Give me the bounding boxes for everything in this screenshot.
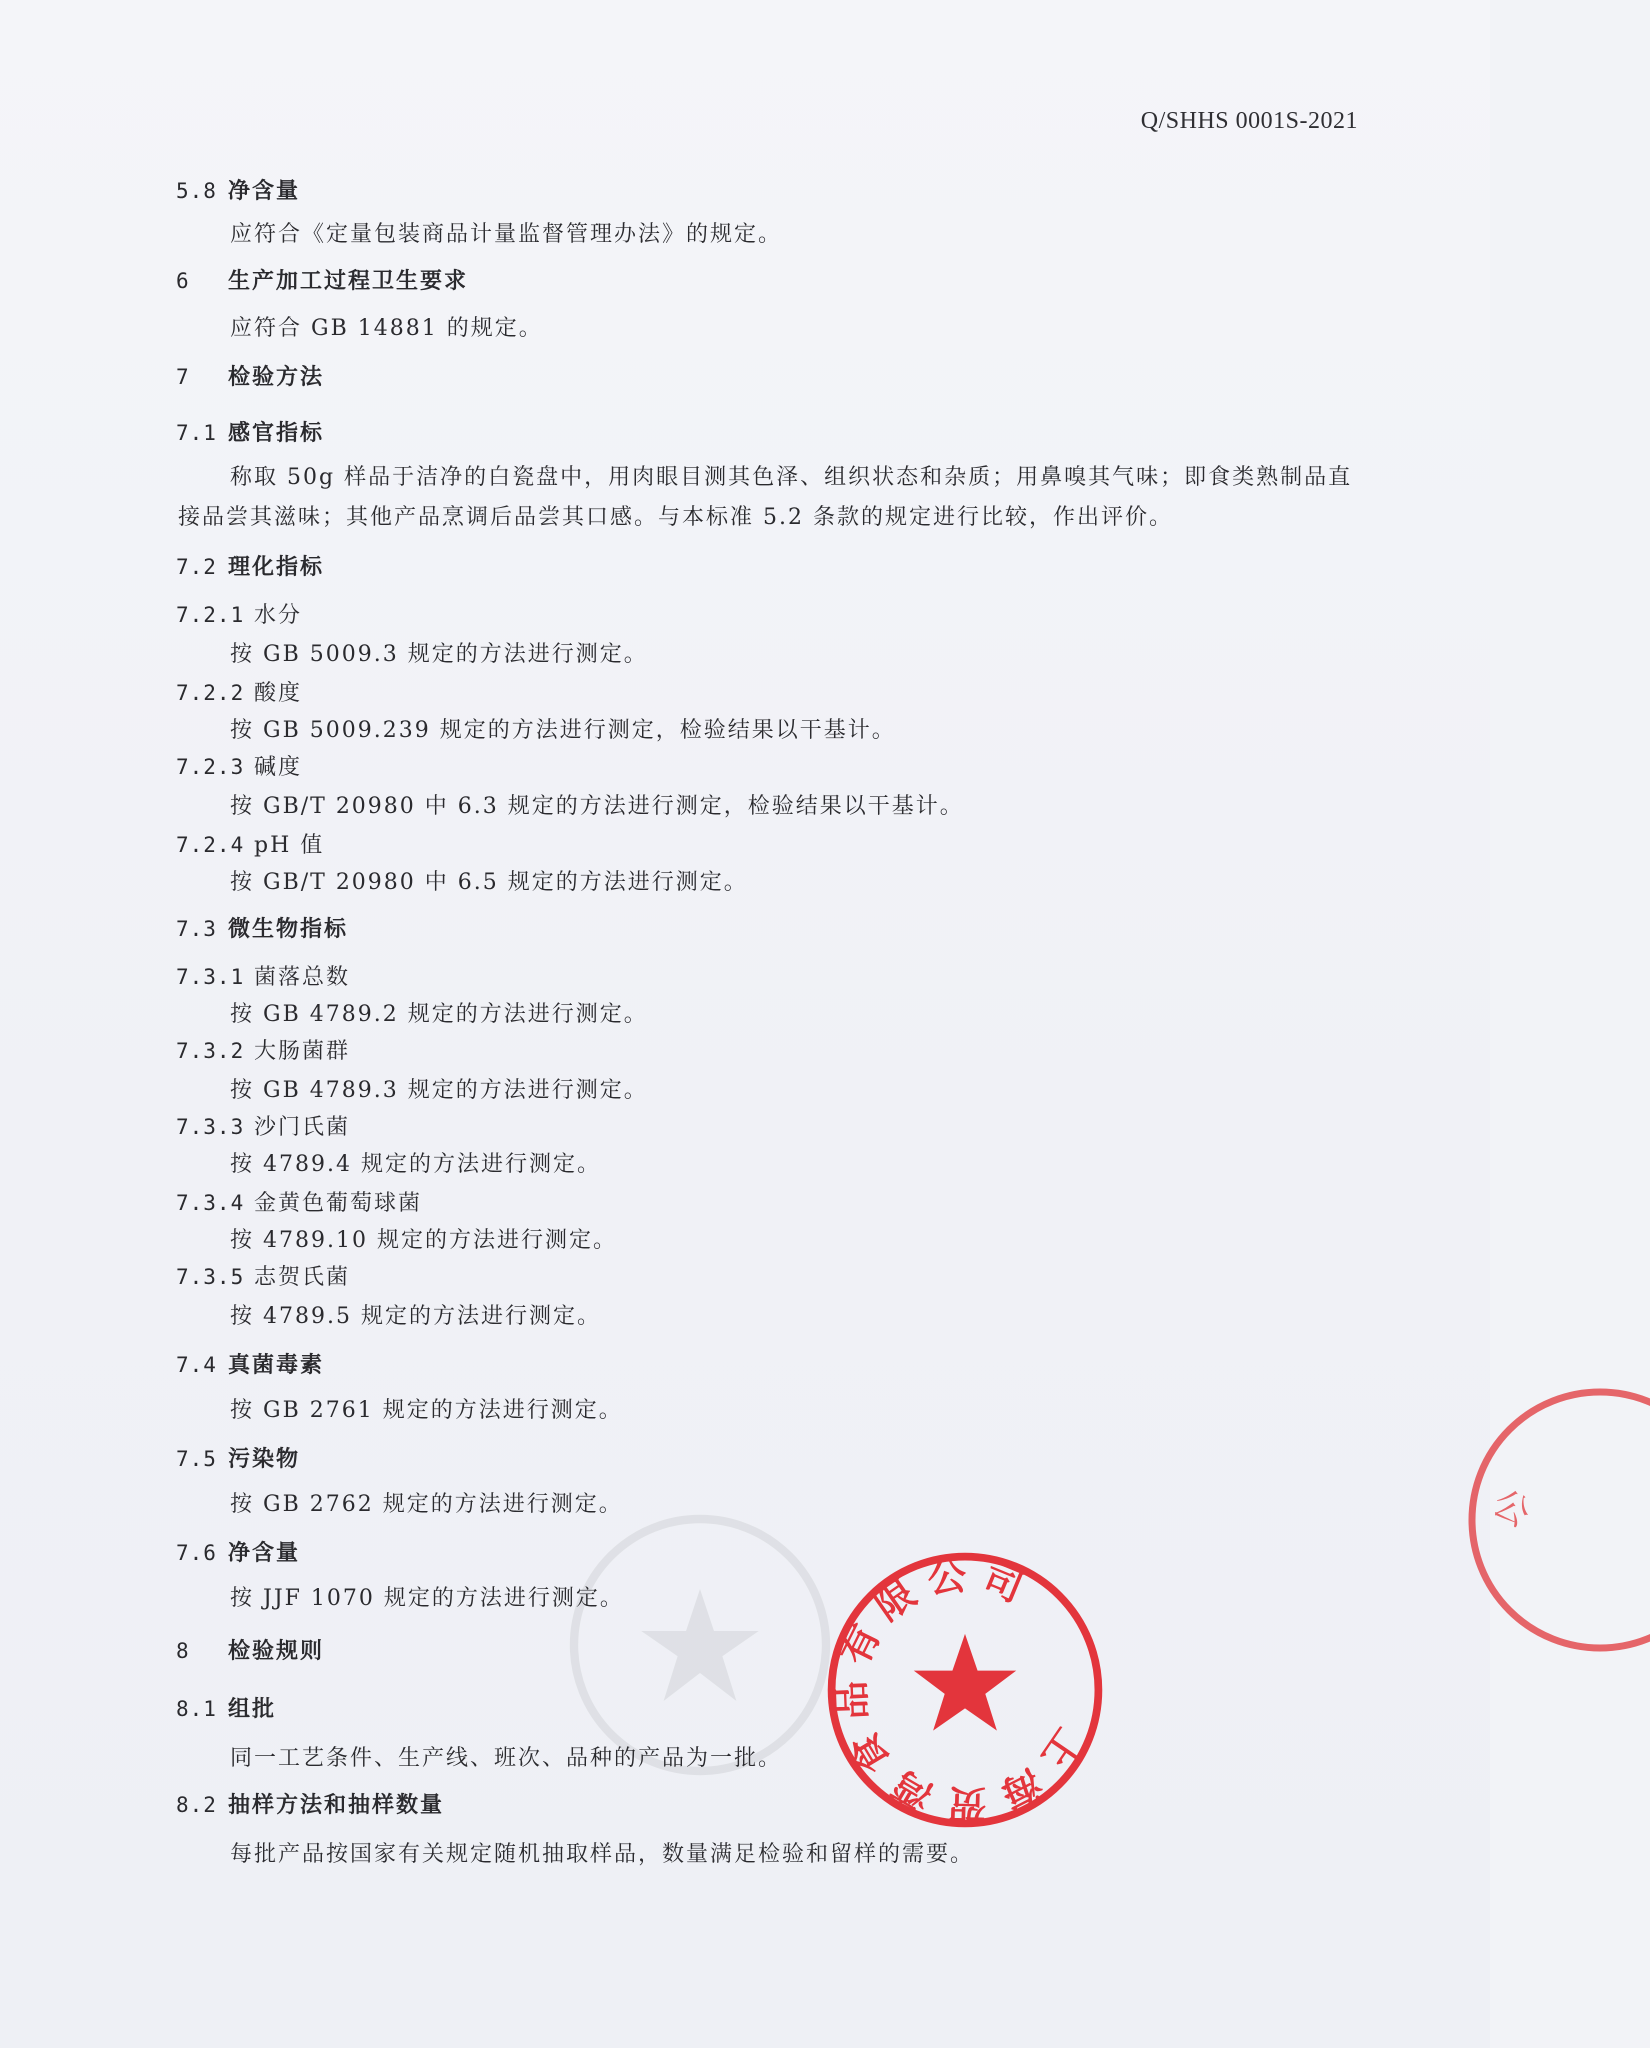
section-heading (176, 1444, 300, 1475)
body-line (230, 792, 964, 822)
body-text: 按 GB/T 20980 中 6.5 规定的方法进行测定。 (230, 870, 748, 895)
body-text: 按 GB 4789.3 规定的方法进行测定。 (230, 1078, 648, 1103)
section-heading (176, 1262, 350, 1293)
paragraph-7-1 (178, 458, 1358, 538)
body-text: 按 GB 2761 规定的方法进行测定。 (230, 1398, 623, 1423)
section-number: 7.2.4 (176, 833, 245, 857)
body-text: 按 4789.4 规定的方法进行测定。 (230, 1152, 601, 1177)
section-heading (176, 1538, 300, 1569)
section-number: 6 (176, 269, 190, 293)
section-heading (176, 962, 350, 993)
body-line (230, 1150, 601, 1180)
svg-text:公: 公 (1485, 1482, 1538, 1536)
section-number: 8.2 (176, 1793, 217, 1817)
body-line (230, 1226, 617, 1256)
section-title: 金黄色葡萄球菌 (254, 1191, 423, 1216)
body-text: 每批产品按国家有关规定随机抽取样品，数量满足检验和留样的需要。 (230, 1842, 975, 1867)
paragraph-text: 称取 50g 样品于洁净的白瓷盘中，用肉眼目测其色泽、组织状态和杂质；用鼻嗅其气味；即食类熟制品直接品尝其滋味；其他产品烹调后品尝其口感。与本标准 5.2 条款的规定进行比较，作出评价。 (178, 465, 1353, 530)
section-title: 菌落总数 (254, 965, 351, 990)
body-text: 同一工艺条件、生产线、班次、品种的产品为一批。 (230, 1746, 783, 1771)
section-number: 7.3.1 (176, 965, 245, 989)
section-heading (176, 362, 324, 393)
section-title: 抽样方法和抽样数量 (228, 1793, 445, 1818)
section-heading (176, 1790, 444, 1821)
body-text: 应符合 GB 14881 的规定。 (230, 316, 543, 341)
section-title: 真菌毒素 (228, 1353, 325, 1378)
section-heading (176, 1636, 324, 1667)
document-code: Q/SHHS 0001S-2021 (1140, 108, 1358, 134)
section-number: 7.3.4 (176, 1191, 245, 1215)
section-title: 理化指标 (228, 555, 325, 580)
body-line (230, 716, 896, 746)
body-text: 按 GB 4789.2 规定的方法进行测定。 (230, 1002, 648, 1027)
section-title: 酸度 (254, 681, 303, 706)
section-heading (176, 830, 324, 861)
body-line (230, 220, 782, 250)
section-title: 检验规则 (228, 1639, 325, 1664)
section-title: 微生物指标 (228, 917, 349, 942)
section-heading (176, 552, 324, 583)
section-title: 沙门氏菌 (254, 1115, 351, 1140)
section-title: 碱度 (254, 755, 303, 780)
section-heading (176, 266, 468, 297)
body-text: 应符合《定量包装商品计量监督管理办法》的规定。 (230, 222, 783, 247)
body-text: 按 GB 5009.239 规定的方法进行测定，检验结果以干基计。 (230, 718, 896, 743)
section-number: 7.1 (176, 421, 217, 445)
section-number: 7.3.2 (176, 1039, 245, 1063)
body-line (230, 314, 543, 344)
section-number: 7 (176, 365, 190, 389)
section-heading (176, 418, 324, 449)
seal-text: 上海贺湾食品有限公司 (828, 1552, 1092, 1827)
body-text: 按 4789.10 规定的方法进行测定。 (230, 1228, 617, 1253)
section-title: 水分 (254, 603, 303, 628)
section-title: 污染物 (228, 1447, 301, 1472)
ghost-seal-icon (560, 1505, 840, 1785)
body-line (230, 1302, 601, 1332)
section-heading (176, 1036, 350, 1067)
edge-seal-icon (1450, 1370, 1650, 1670)
body-line (230, 1840, 974, 1870)
section-number: 7.2.3 (176, 755, 245, 779)
body-text: 按 4789.5 规定的方法进行测定。 (230, 1304, 601, 1329)
section-heading (176, 1112, 350, 1143)
section-title: 感官指标 (228, 421, 325, 446)
section-title: 大肠菌群 (254, 1039, 351, 1064)
company-seal-icon (820, 1545, 1110, 1835)
section-heading (176, 1188, 422, 1219)
body-line (230, 640, 648, 670)
section-heading (176, 752, 302, 783)
section-number: 7.4 (176, 1353, 217, 1377)
body-text: 按 GB 2762 规定的方法进行测定。 (230, 1492, 623, 1517)
section-number: 7.6 (176, 1541, 217, 1565)
body-text: 按 GB/T 20980 中 6.3 规定的方法进行测定，检验结果以干基计。 (230, 794, 964, 819)
section-number: 7.3.5 (176, 1265, 245, 1289)
section-number: 7.5 (176, 1447, 217, 1471)
section-title: 检验方法 (228, 365, 325, 390)
section-title: pH 值 (254, 833, 325, 858)
section-heading (176, 678, 302, 709)
body-text: 按 GB 5009.3 规定的方法进行测定。 (230, 642, 648, 667)
section-number: 7.2.2 (176, 681, 245, 705)
section-number: 8 (176, 1639, 190, 1663)
section-number: 7.3.3 (176, 1115, 245, 1139)
section-title: 净含量 (228, 1541, 301, 1566)
body-line (230, 868, 748, 898)
body-line (230, 1000, 648, 1030)
section-heading (176, 1350, 324, 1381)
section-heading (176, 600, 302, 631)
section-heading (176, 914, 348, 945)
body-line (230, 1396, 623, 1426)
section-title: 志贺氏菌 (254, 1265, 351, 1290)
section-heading (176, 176, 300, 207)
section-title: 组批 (228, 1697, 277, 1722)
body-line (230, 1076, 648, 1106)
section-heading (176, 1694, 276, 1725)
section-number: 8.1 (176, 1697, 217, 1721)
section-number: 7.3 (176, 917, 217, 941)
section-number: 7.2 (176, 555, 217, 579)
section-number: 7.2.1 (176, 603, 245, 627)
section-title: 生产加工过程卫生要求 (228, 269, 469, 294)
section-title: 净含量 (228, 179, 301, 204)
body-text: 按 JJF 1070 规定的方法进行测定。 (230, 1586, 624, 1611)
section-number: 5.8 (176, 179, 217, 203)
